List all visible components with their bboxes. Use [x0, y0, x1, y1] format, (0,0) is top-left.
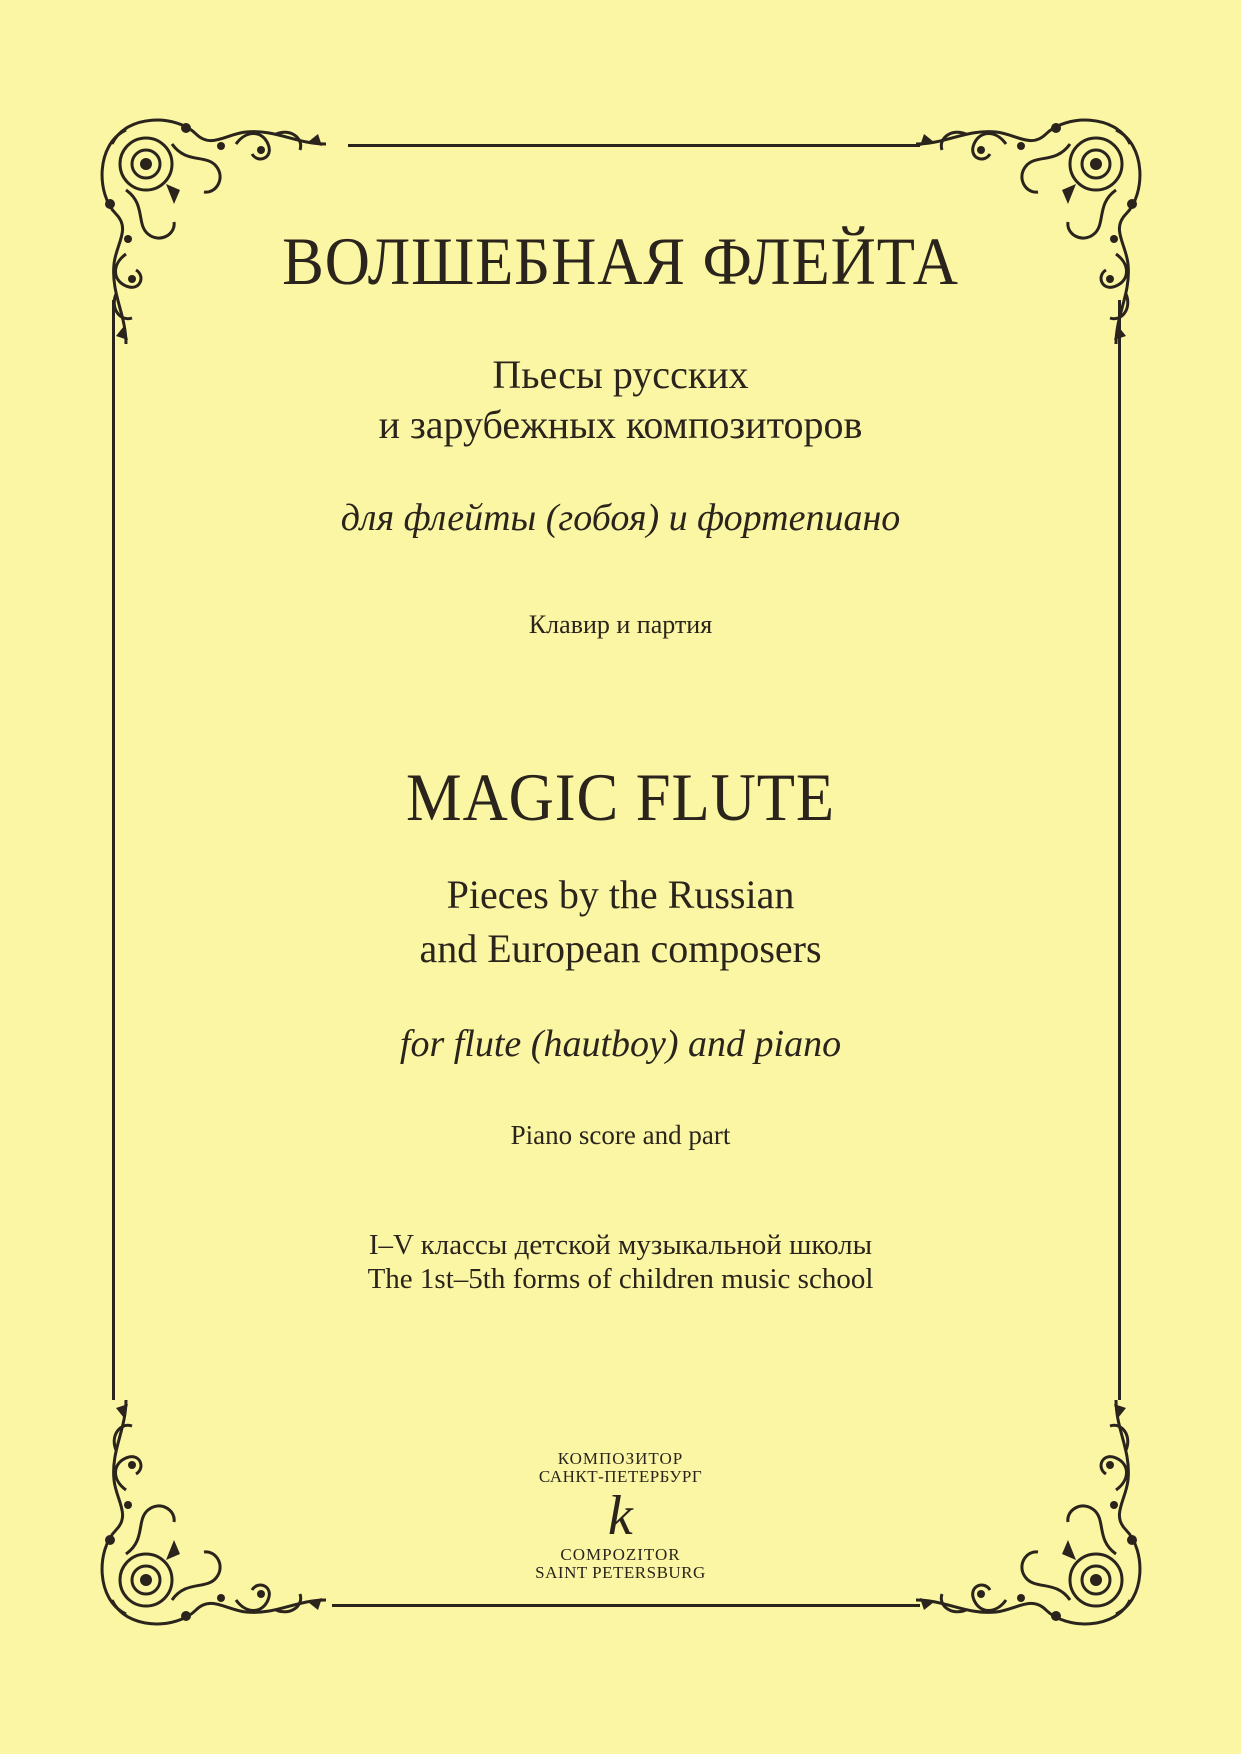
- score-type-russian: Клавир и партия: [528, 610, 713, 639]
- subtitle-english: [0, 868, 1241, 976]
- instrumentation-russian: для флейты (гобоя) и фортепиано: [340, 497, 901, 539]
- subtitle-russian-line-2: и зарубежных композиторов: [378, 402, 863, 447]
- publisher-city-russian: САНКТ-ПЕТЕРБУРГ: [538, 1467, 703, 1486]
- subtitle-english-line-1: Pieces by the Russian: [446, 872, 795, 917]
- grade-levels: [0, 1228, 1241, 1296]
- subtitle-russian-line-1: Пьесы русских: [492, 352, 749, 397]
- instrumentation-english: for flute (hautboy) and piano: [399, 1023, 842, 1065]
- title-russian: ВОЛШЕБНАЯ ФЛЕЙТА: [282, 223, 959, 299]
- grade-levels-russian: I–V классы детской музыкальной школы: [368, 1229, 873, 1261]
- publisher-logo-icon: k: [607, 1485, 634, 1547]
- frame-bottom-line: [332, 1604, 920, 1607]
- publisher-name-russian: КОМПОЗИТОР: [557, 1449, 684, 1468]
- subtitle-russian: [0, 350, 1241, 450]
- score-type-english: Piano score and part: [510, 1120, 731, 1150]
- publisher-block: [0, 1450, 1241, 1582]
- subtitle-english-line-2: and European composers: [419, 926, 822, 971]
- publisher-city-english: SAINT PETERSBURG: [535, 1563, 706, 1582]
- publisher-name-english: COMPOZITOR: [560, 1545, 681, 1564]
- frame-top-line: [348, 144, 920, 147]
- title-english: MAGIC FLUTE: [406, 759, 835, 835]
- grade-levels-english: The 1st–5th forms of children music school: [367, 1263, 874, 1295]
